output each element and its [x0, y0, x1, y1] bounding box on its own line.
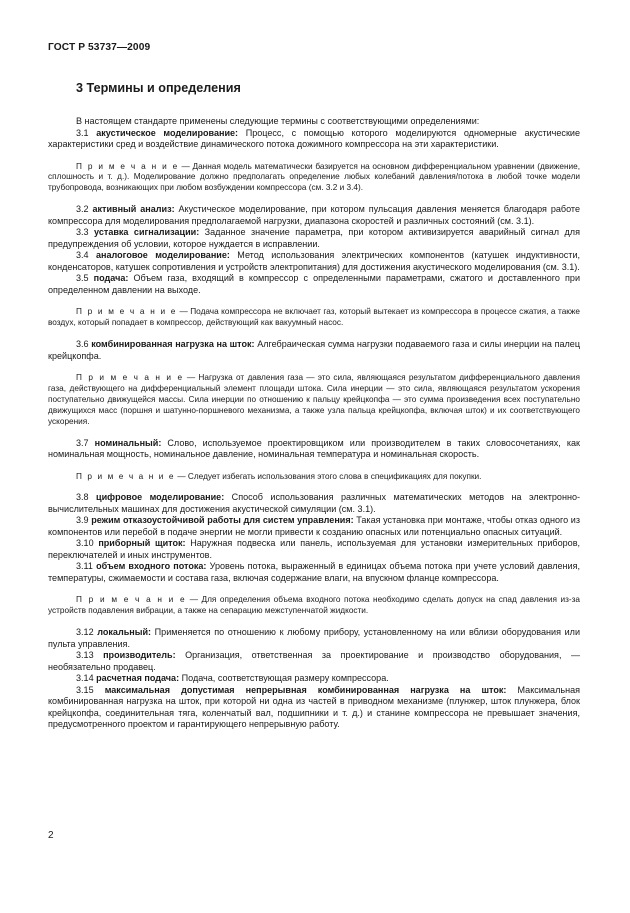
note-label: П р и м е ч а н и е [76, 595, 187, 605]
term-entry: 3.11 объем входного потока: Уровень потока, выраженный в единицах объема потока при учете условий давления, температуры, сжимаемости и состава газа, включая содержание влаги, на впускном фланце компрессора. [48, 561, 580, 583]
note-label: П р и м е ч а н и е [76, 471, 176, 481]
note: П р и м е ч а н и е — Нагрузка от давления газа — это сила, являющаяся результатом дифференциального давления газа, действующего на дифференциальный элемент площади штока. Сила инерции — это сила, являющаяся результатом ускорения поступательно движущейся массы. Сила инерции по отношению к пальцу крейцкопфа — это сумма произведения всех поступательно движущихся масс (поршня и шатунно-поршневого механизма, а также узла пальца крейцкопфа, включая шток) и их соответствующего ускорения. [48, 373, 581, 426]
term-name: производитель: [103, 650, 176, 661]
term-entry: 3.15 максимальная допустимая непрерывная комбинированная нагрузка на шток: Максимальная комбинированная нагрузка на шток, при которой ни одна из частей в приводном механизме (плунжер, шток плунжера, блок крейцкопфа, соединительная тяга, коленчатый вал, подшипники и т. д.) и станине компрессора не превышает значения, предусмотренного проектом и гарантирующего непрерывную работу. [48, 684, 580, 730]
note-label: П р и м е ч а н и е [76, 307, 177, 317]
term-entry: 3.3 уставка сигнализации: Заданное значение параметра, при котором активизируется аварийный сигнал для предупреждения об условии, которое нуждается в исправлении. [48, 227, 580, 249]
term-name: расчетная подача: [96, 673, 180, 684]
note: П р и м е ч а н и е — Данная модель математически базируется на основном дифференциальном уравнении (движение, сплошность и т. д.). Моделирование должно предполагать определение любых колебаний давления/потока в любой точке модели трубопровода, возникающих при любом возбуждении компрессора (см. 3.2 и 3.4). [48, 161, 580, 193]
term-name: режим отказоустойчивой работы для систем управления: [91, 515, 354, 526]
term-name: максимальная допустимая непрерывная комбинированная нагрузка на шток: [104, 684, 507, 695]
term-name: уставка сигнализации: [94, 227, 200, 238]
term-entry: 3.12 локальный: Применяется по отношению к любому прибору, установленному на или вблизи оборудования или пульта управления. [48, 627, 581, 649]
section-title: 3 Термины и определения [76, 81, 241, 95]
document-header: ГОСТ Р 53737—2009 [48, 42, 151, 53]
term-name: номинальный: [94, 437, 162, 448]
note-label: П р и м е ч а н и е [76, 161, 179, 171]
term-name: приборный щиток: [98, 538, 186, 549]
term-entry: 3.8 цифровое моделирование: Способ использования различных математических методов на электронно-вычислительных машинах для достижения акустической симуляции (см. 3.1). [48, 492, 580, 514]
term-name: комбинированная нагрузка на шток: [91, 339, 255, 350]
term-name: акустическое моделирование: [96, 127, 239, 138]
term-entry: 3.14 расчетная подача: Подача, соответствующая размеру компрессора. [76, 673, 389, 684]
intro-paragraph: В настоящем стандарте применены следующие термины с соответствующими определениями: [76, 116, 480, 126]
note: П р и м е ч а н и е — Подача компрессора не включает газ, который вытекает из компрессора в процессе сжатия, а также воздух, который попадает в компрессор, действующий как вакуумный насос. [48, 307, 580, 328]
term-name: цифровое моделирование: [96, 492, 225, 503]
term-name: аналоговое моделирование: [95, 250, 230, 261]
term-entry: 3.4 аналоговое моделирование: Метод использования электрических компонентов (катушек индуктивности, конденсаторов, катушек сопротивления и устройств электропитания) для достижения акустического моделирования (см. 3.1). [48, 250, 581, 272]
term-name: подача: [93, 273, 129, 284]
term-entry: 3.2 активный анализ: Акустическое моделирование, при котором пульсация давления меняется благодаря работе компрессора для моделирования предполагаемой нагрузки, диапазона скоростей и различных состояний (см. 3.1). [48, 204, 580, 226]
note-label: П р и м е ч а н и е [76, 373, 184, 383]
term-entry: 3.5 подача: Объем газа, входящий в компрессор с определенными параметрами, сжатого и доставленного при определенном давлении на выходе. [48, 273, 580, 295]
term-entry: 3.10 приборный щиток: Наружная подвеска или панель, используемая для установки измерительных приборов, переключателей и иных инструментов. [48, 538, 581, 560]
term-entry: 3.6 комбинированная нагрузка на шток: Алгебраическая сумма нагрузки подаваемого газа и силы инерции на палец крейцкопфа. [48, 339, 580, 361]
note: П р и м е ч а н и е — Следует избегать использования этого слова в спецификациях для покупки. [76, 471, 482, 481]
term-entry: 3.7 номинальный: Слово, используемое проектировщиком или производителем в таких словосочетаниях, как номинальная мощность, номинальное давление, номинальная температура и номинальная скорость. [48, 437, 580, 460]
page-number: 2 [48, 830, 54, 841]
term-entry: 3.13 производитель: Организация, ответственная за проектирование и производство оборудования, — необязательно продавец. [48, 650, 580, 672]
term-name: объем входного потока: [96, 561, 207, 572]
term-entry: 3.1 акустическое моделирование: Процесс, с помощью которого моделируются одномерные акустические характеристики сред и воздействие динамического потока дожимного компрессора на эти характеристики. [48, 127, 580, 149]
note: П р и м е ч а н и е — Для определения объема входного потока необходимо сделать допуск на спад давления из-за устройств подавления вибрации, а также на сепарацию межступенчатой жидкости. [48, 595, 580, 616]
term-name: локальный: [97, 627, 152, 638]
term-name: активный анализ: [92, 204, 175, 215]
term-entry: 3.9 режим отказоустойчивой работы для систем управления: Такая установка при монтаже, чтобы отказ одного из компонентов или перебой в подаче энергии не могли привести к созданию опасных или потенциально опасных ситуаций. [48, 515, 581, 537]
